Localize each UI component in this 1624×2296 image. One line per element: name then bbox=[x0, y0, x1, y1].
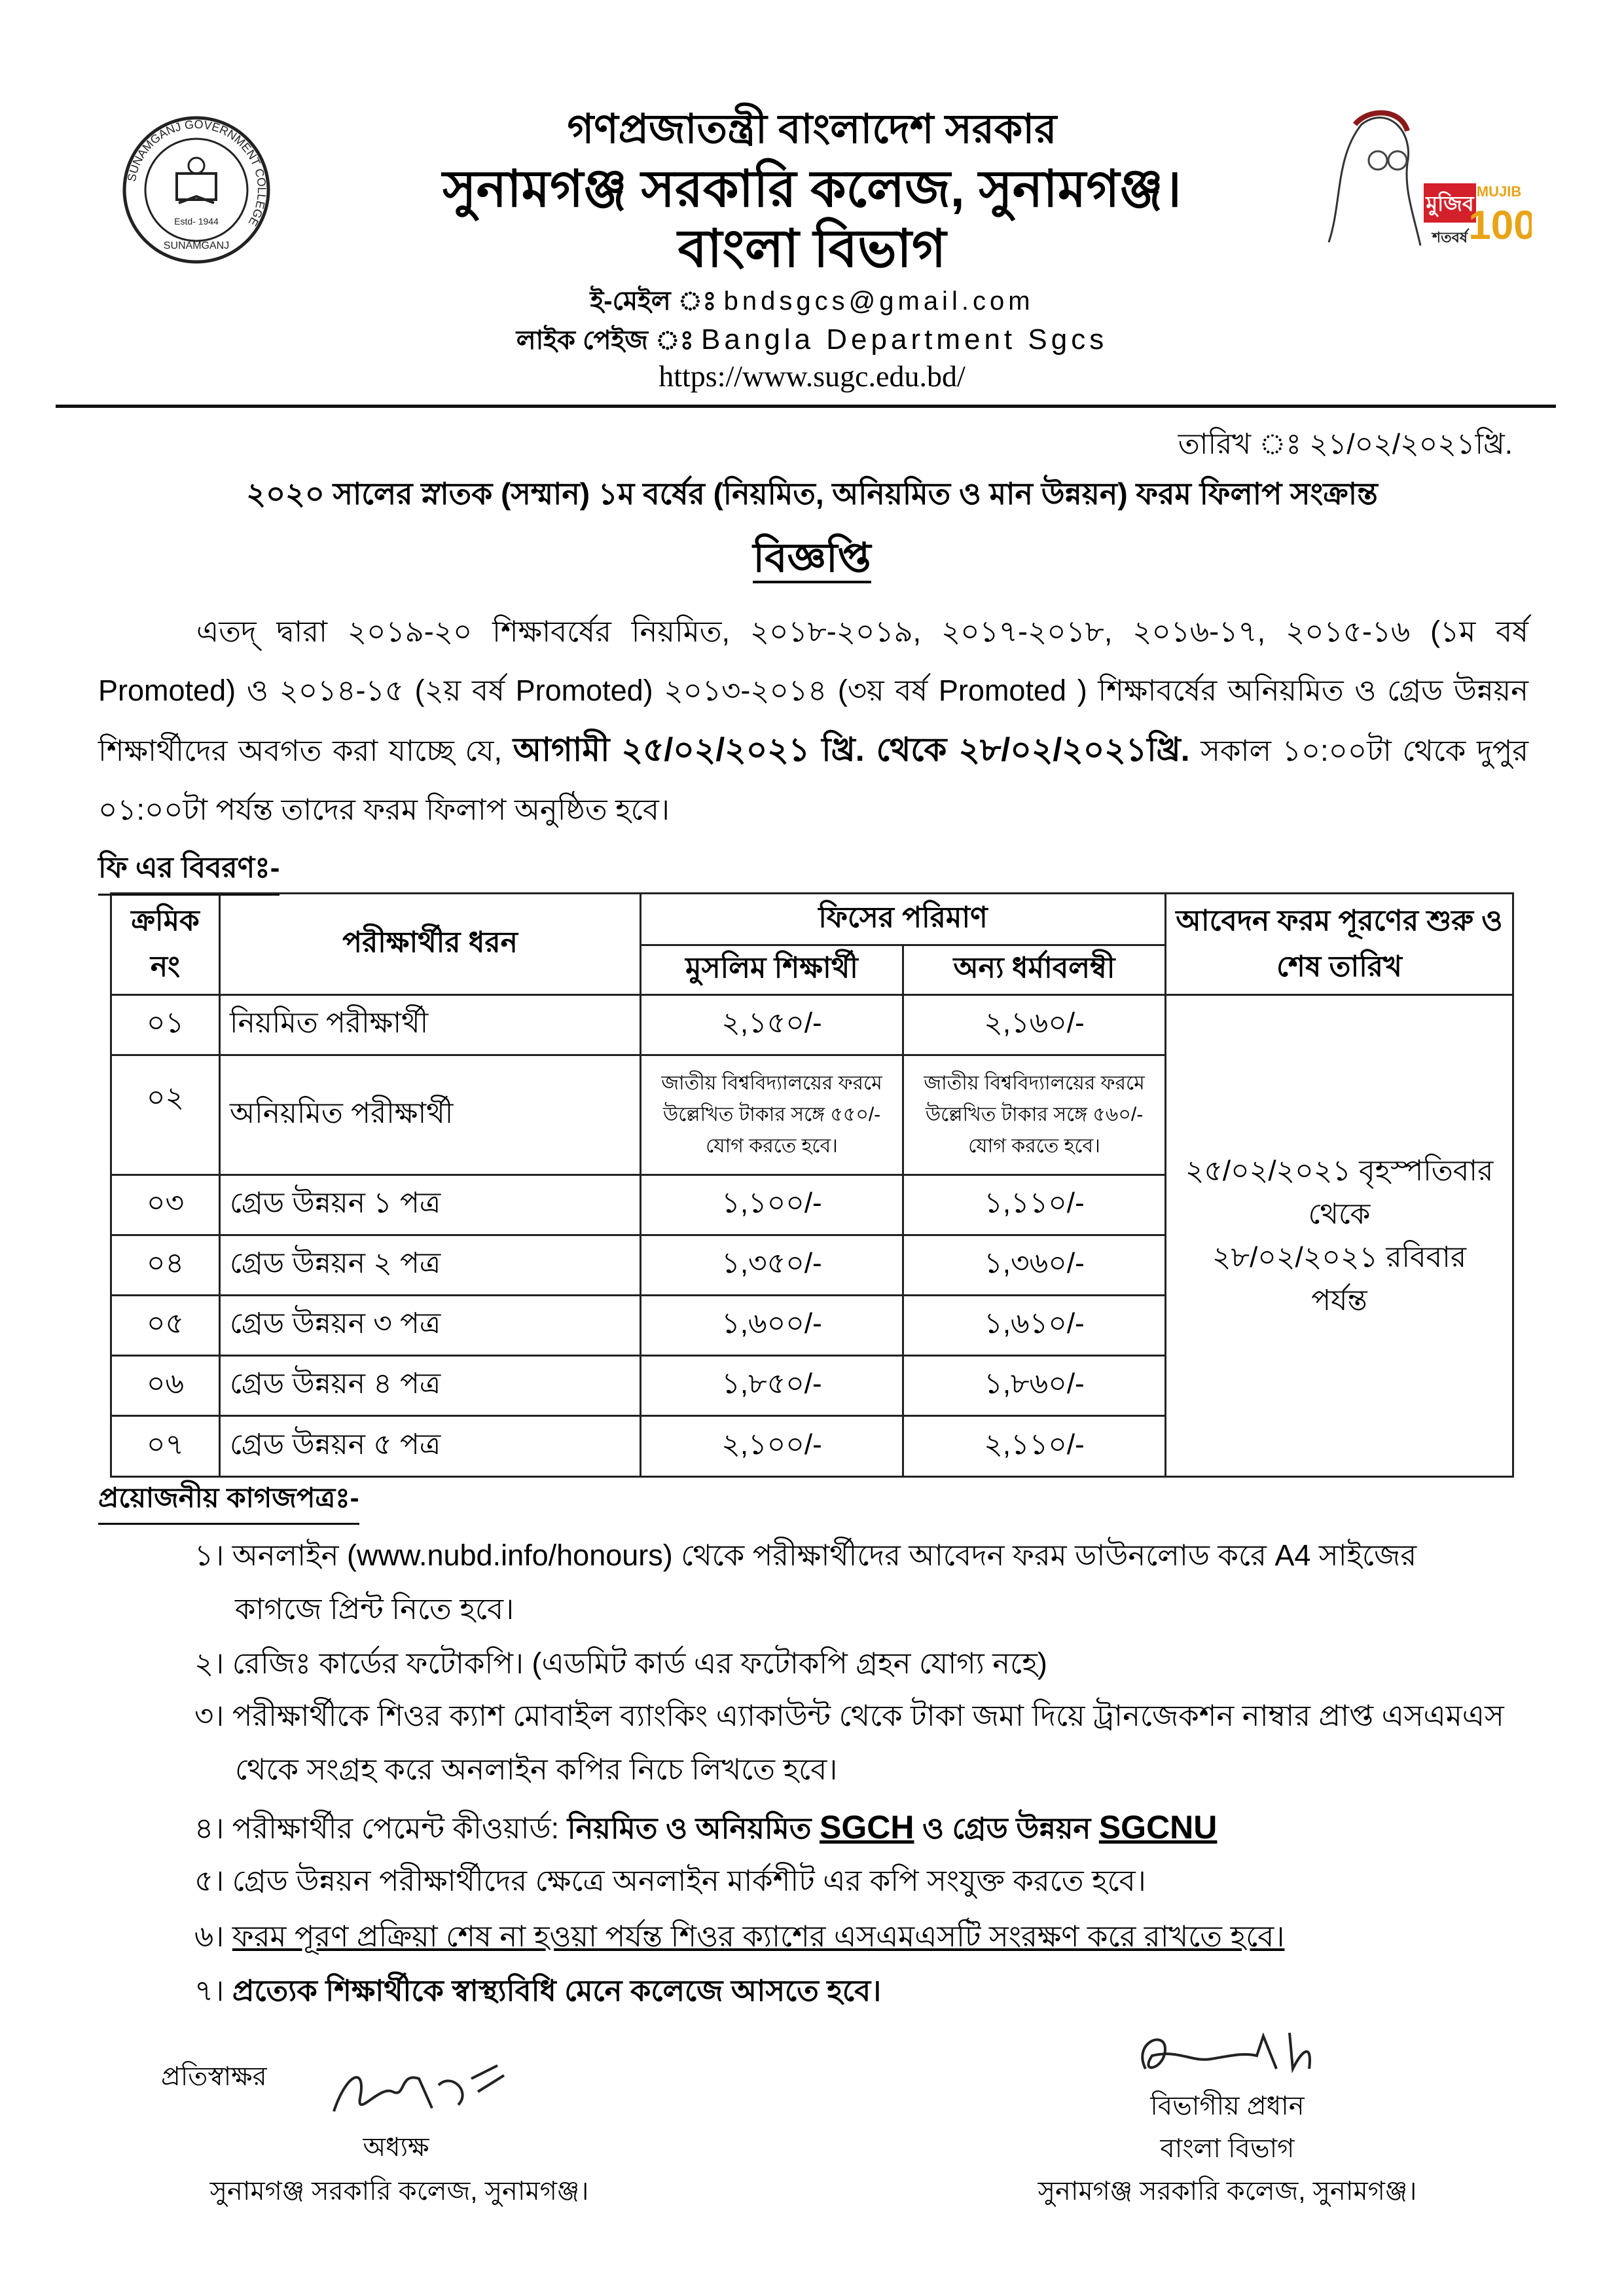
college-name: সুনামগঞ্জ সরকারি কলেজ, সুনামগঞ্জ। bbox=[442, 160, 1182, 217]
document-item-7 bbox=[194, 1964, 1536, 2018]
email-label: ই-মেইল ঃ bbox=[590, 287, 717, 316]
cell-serial: ০৩ bbox=[111, 1175, 220, 1235]
principal-signature bbox=[321, 2046, 511, 2134]
item-text: ৩। পরীক্ষার্থীকে শিওর ক্যাশ মোবাইল ব্যাংকিং এ্যাকাউন্ট থেকে টাকা জমা দিয়ে ট্রানজেকশন নাম্বার প্রাপ্ত এসএমএস bbox=[194, 1699, 1504, 1732]
documents-heading: প্রয়োজনীয় কাগজপত্রঃ- bbox=[98, 1476, 359, 1525]
cell-other-fee: ২,১৬০/- bbox=[903, 995, 1166, 1055]
cell-muslim-fee: ১,১০০/- bbox=[641, 1175, 903, 1235]
cell-serial: ০১ bbox=[111, 995, 220, 1055]
cell-serial: ০৬ bbox=[111, 1356, 220, 1416]
cell-muslim-fee: ১,৩৫০/- bbox=[641, 1235, 903, 1296]
date-until: পর্যন্ত bbox=[1311, 1284, 1367, 1317]
header-fee: ফিসের পরিমাণ bbox=[641, 894, 1166, 945]
item-text: ১। অনলাইন (www.nubd.info/honours) থেকে পরীক্ষার্থীদের আবেদন ফরম ডাউনলোড করে A4 সাইজের bbox=[194, 1539, 1417, 1572]
cell-other-fee: ১,৩৬০/- bbox=[903, 1235, 1166, 1296]
svg-text:Estd- 1944: Estd- 1944 bbox=[174, 216, 219, 227]
notice-title-text: বিজ্ঞপ্তি bbox=[753, 536, 871, 583]
cell-other-fee: জাতীয় বিশ্ববিদ্যালয়ের ফরমে উল্লেখিত টাকার সঙ্গে ৫৬০/- যোগ করতে হবে। bbox=[903, 1055, 1166, 1175]
item-text-cont: থেকে সংগ্রহ করে অনলাইন কপির নিচে লিখতে হবে। bbox=[235, 1753, 838, 1786]
cell-type: গ্রেড উন্নয়ন ৪ পত্র bbox=[220, 1356, 641, 1416]
document-item-2 bbox=[194, 1637, 1536, 1690]
cell-muslim-fee: ১,৬০০/- bbox=[641, 1296, 903, 1356]
svg-text:শতবর্ষ: শতবর্ষ bbox=[1432, 229, 1468, 246]
body-dates: আগামী ২৫/০২/২০২১ খ্রি. থেকে ২৮/০২/২০২১খ্রি. bbox=[513, 731, 1190, 768]
date-from: থেকে bbox=[1308, 1197, 1371, 1230]
item-number: ৭। bbox=[194, 1974, 232, 2007]
item-text: ৪। পরীক্ষার্থীর পেমেন্ট কীওয়ার্ড: bbox=[194, 1812, 568, 1845]
document-item-1 bbox=[194, 1529, 1536, 1636]
svg-text:SUNAMGANJ GOVERNMENT COLLEGE: SUNAMGANJ GOVERNMENT COLLEGE bbox=[124, 117, 269, 228]
cell-type: অনিয়মিত পরীক্ষার্থী bbox=[220, 1055, 641, 1175]
principal-org: সুনামগঞ্জ সরকারি কলেজ, সুনামগঞ্জ। bbox=[209, 2177, 589, 2206]
table-row bbox=[111, 995, 1513, 1055]
cell-type: গ্রেড উন্নয়ন ৫ পত্র bbox=[220, 1416, 641, 1477]
header-divider bbox=[56, 405, 1556, 408]
head-title: বিভাগীয় প্রধান bbox=[1150, 2092, 1305, 2121]
document-item-3 bbox=[194, 1689, 1536, 1796]
header-row bbox=[111, 894, 1513, 945]
svg-text:মুজিব: মুজিব bbox=[1426, 192, 1474, 215]
item-text: ৫। গ্রেড উন্নয়ন পরীক্ষার্থীদের ক্ষেত্রে অনলাইন মার্কশীট এর কপি সংযুক্ত করতে হবে। bbox=[194, 1864, 1146, 1897]
cell-muslim-fee: ২,১৫০/- bbox=[641, 995, 903, 1055]
header-muslim: মুসলিম শিক্ষার্থী bbox=[641, 945, 903, 995]
cell-type: গ্রেড উন্নয়ন ১ পত্র bbox=[220, 1175, 641, 1235]
cell-muslim-fee: ১,৮৫০/- bbox=[641, 1356, 903, 1416]
header-dates: আবেদন ফরম পূরণের শুরু ও শেষ তারিখ bbox=[1166, 894, 1513, 995]
svg-text:MUJIB: MUJIB bbox=[1476, 183, 1522, 200]
page-label: লাইক পেইজ ঃ bbox=[516, 326, 694, 355]
cell-type: নিয়মিত পরীক্ষার্থী bbox=[220, 995, 641, 1055]
item-text: প্রত্যেক শিক্ষার্থীকে স্বাস্থ্যবিধি মেনে কলেজে আসতে হবে। bbox=[232, 1974, 882, 2007]
notice-title bbox=[0, 527, 1624, 594]
government-title: গণপ্রজাতন্ত্রী বাংলাদেশ সরকার bbox=[567, 107, 1057, 152]
body-text-end: সকাল ১০:০০টা থেকে দুপুর ০১:০০টা পর্যন্ত তাদের ফরম ফিলাপ অনুষ্ঠিত হবে। bbox=[98, 734, 1528, 826]
countersign-label: প্রতিস্বাক্ষর bbox=[161, 2062, 267, 2091]
head-signature bbox=[1126, 2023, 1322, 2085]
svg-text:SUNAMGANJ: SUNAMGANJ bbox=[163, 240, 230, 251]
document-item-4 bbox=[194, 1800, 1536, 1855]
cell-other-fee: ২,১১০/- bbox=[903, 1416, 1166, 1477]
date-end: ২৮/০২/২০২১ রবিবার bbox=[1212, 1241, 1467, 1273]
notice-date: তারিখ ঃ ২১/০২/২০২১খ্রি. bbox=[1178, 428, 1513, 460]
department-name: বাংলা বিভাগ bbox=[677, 219, 947, 278]
notice-subject: ২০২০ সালের স্নাতক (সম্মান) ১ম বর্ষের (নিয়মিত, অনিয়মিত ও মান উন্নয়ন) ফরম ফিলাপ সংক্রান্ত bbox=[246, 477, 1378, 511]
cell-serial: ০৭ bbox=[111, 1416, 220, 1477]
head-org: সুনামগঞ্জ সরকারি কলেজ, সুনামগঞ্জ। bbox=[1038, 2177, 1417, 2206]
page-name[interactable]: Bangla Department Sgcs bbox=[701, 323, 1108, 355]
cell-serial: ০৪ bbox=[111, 1235, 220, 1296]
payment-code-regular: SGCH bbox=[820, 1809, 914, 1846]
item-bold: নিয়মিত ও অনিয়মিত bbox=[567, 1812, 820, 1845]
item-number: ৬। bbox=[194, 1920, 232, 1953]
document-item-6 bbox=[194, 1910, 1536, 1963]
payment-code-grade: SGCNU bbox=[1098, 1809, 1218, 1846]
cell-muslim-fee: জাতীয় বিশ্ববিদ্যালয়ের ফরমে উল্লেখিত টাকার সঙ্গে ৫৫০/- যোগ করতে হবে। bbox=[641, 1055, 903, 1175]
date-start: ২৫/০২/২০২১ বৃহস্পতিবার bbox=[1185, 1154, 1494, 1187]
website-link[interactable]: https://www.sugc.edu.bd/ bbox=[659, 359, 965, 393]
email-line bbox=[0, 280, 1624, 324]
body-text: এতদ্ দ্বারা ২০১৯-২০ শিক্ষাবর্ষের নিয়মিত, ২০১৮-২০১৯, ২০১৭-২০১৮, ২০১৬-১৭, ২০১৫-১৬ (১ম বর্ষ Promoted) ও ২০১৪-১৫ (২য় বর্ষ Promoted) ২০১৩-২০১৪ (৩য় বর্ষ Promoted ) শিক্ষাবর্ষের অনিয়মিত ও গ্রেড উন্নয়ন শিক্ষার্থীদের অবগত করা যাচ্ছে যে, bbox=[98, 615, 1528, 767]
fee-table bbox=[110, 892, 1514, 1478]
item-text-cont: কাগজে প্রিন্ট নিতে হবে। bbox=[235, 1592, 514, 1626]
header-type: পরীক্ষার্থীর ধরন bbox=[220, 894, 641, 995]
document-item-5 bbox=[194, 1854, 1536, 1908]
header-serial: ক্রমিক নং bbox=[111, 894, 220, 995]
cell-serial: ০৫ bbox=[111, 1296, 220, 1356]
svg-text:100: 100 bbox=[1468, 203, 1532, 248]
head-department: বাংলা বিভাগ bbox=[1160, 2134, 1295, 2163]
cell-other-fee: ১,১১০/- bbox=[903, 1175, 1166, 1235]
fee-heading: ফি এর বিবরণঃ- bbox=[98, 846, 280, 896]
facebook-page-line bbox=[0, 319, 1624, 363]
principal-title: অধ্যক্ষ bbox=[363, 2133, 429, 2162]
cell-serial: ০২ bbox=[111, 1055, 220, 1175]
notice-body bbox=[98, 602, 1528, 839]
item-text: ২। রেজিঃ কার্ডের ফটোকপি। (এডমিট কার্ড এর ফটোকপি গ্রহন যোগ্য নহে) bbox=[194, 1647, 1047, 1680]
item-bold: ও গ্রেড উন্নয়ন bbox=[914, 1812, 1099, 1845]
cell-type: গ্রেড উন্নয়ন ২ পত্র bbox=[220, 1235, 641, 1296]
cell-other-fee: ১,৮৬০/- bbox=[903, 1356, 1166, 1416]
email-address[interactable]: bndsgcs@gmail.com bbox=[723, 287, 1034, 316]
cell-form-dates bbox=[1166, 995, 1513, 1477]
cell-muslim-fee: ২,১০০/- bbox=[641, 1416, 903, 1477]
header-other: অন্য ধর্মাবলম্বী bbox=[903, 945, 1166, 995]
item-text: ফরম পূরণ প্রক্রিয়া শেষ না হওয়া পর্যন্ত শিওর ক্যাশের এসএমএসটি সংরক্ষণ করে রাখতে হবে। bbox=[232, 1920, 1285, 1953]
cell-other-fee: ১,৬১০/- bbox=[903, 1296, 1166, 1356]
cell-type: গ্রেড উন্নয়ন ৩ পত্র bbox=[220, 1296, 641, 1356]
